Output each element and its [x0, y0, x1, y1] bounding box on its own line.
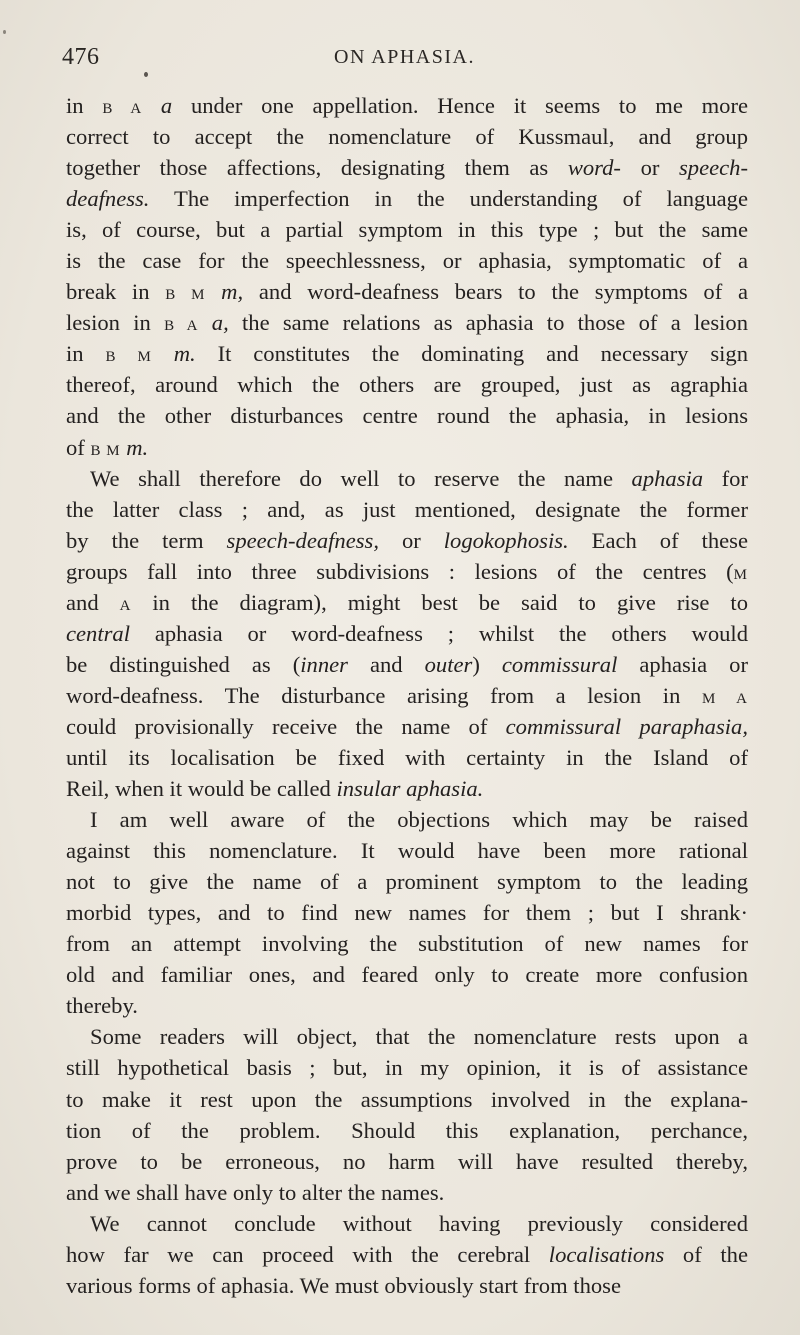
text-run: We cannot conclude without having previously considered [90, 1210, 748, 1236]
text-run: under one appellation. Hence it seems to me more [172, 93, 749, 118]
text-run: It constitutes the dominating and necessary sign [195, 341, 748, 367]
text-line [66, 804, 748, 835]
text-line [66, 1208, 748, 1239]
text-line [66, 649, 748, 680]
ink-speck [3, 30, 6, 34]
text-line [66, 835, 748, 866]
text-line [66, 556, 748, 587]
text-line [66, 525, 748, 556]
text-line [66, 928, 748, 959]
italic-term: commissural paraphasia, [505, 713, 748, 739]
text-run: Some readers will object, that the nomenclature rests upon a [90, 1024, 748, 1050]
text-line [66, 1177, 748, 1208]
text-run: be distinguished as ( [66, 651, 301, 677]
diagram-label: B A [102, 101, 143, 117]
text-run: correct to accept the nomenclature of Kussmaul, and group [66, 124, 748, 150]
text-line [66, 1115, 748, 1146]
text-run: not to give the name of a prominent symptom to the leading [66, 869, 748, 895]
italic-term: speech- [679, 155, 748, 181]
text-line [66, 152, 748, 183]
italic-term: commissural [501, 651, 618, 677]
italic-term: aphasia [631, 465, 704, 491]
text-run: and [347, 651, 425, 677]
diagram-label: A [119, 597, 132, 614]
text-run [152, 341, 174, 366]
text-run: The imperfection in the understanding of language [149, 186, 748, 212]
text-line [66, 121, 748, 152]
italic-term: central [66, 620, 130, 646]
text-run [142, 93, 161, 118]
text-line [66, 245, 748, 276]
text-run: from an attempt involving the substitution of new names for [66, 931, 748, 957]
text-run: tion of the problem. Should this explanation, perchance, [66, 1117, 748, 1143]
text-run: or [620, 155, 679, 181]
text-line [66, 369, 748, 400]
italic-term: word- [567, 155, 621, 181]
italic-term: logokophosis. [443, 527, 569, 553]
text-line [66, 866, 748, 897]
text-run: in [66, 93, 103, 118]
text-run [199, 310, 212, 335]
text-run: the same relations as aphasia to those of a lesion [228, 310, 748, 336]
text-run: old and familiar ones, and feared only to create more confusion [66, 962, 748, 988]
text-run: together those affections, designating them as [66, 155, 568, 181]
italic-term: inner [300, 651, 348, 677]
text-run: thereof, around which the others are grouped, just as agraphia [66, 372, 748, 398]
text-run: still hypothetical basis ; but, in my opinion, it is of assistance [66, 1055, 748, 1081]
text-line [66, 990, 748, 1021]
text-line [66, 338, 748, 369]
text-run: against this nomenclature. It would have been more rational [66, 838, 748, 864]
text-run: how far we can proceed with the cerebral [66, 1241, 549, 1267]
text-line [66, 742, 748, 773]
italic-term: m. [126, 434, 149, 460]
text-run: the latter class ; and, as just mentioned, designate the former [66, 496, 748, 522]
text-line [66, 1021, 748, 1052]
italic-term: speech-deafness, [226, 527, 379, 553]
text-run: to make it rest upon the assumptions involved in the explana- [66, 1086, 748, 1112]
text-run: until its localisation be fixed with certainty in the Island of [66, 744, 748, 770]
text-run: could provisionally receive the name of [66, 713, 506, 739]
text-line [66, 1239, 748, 1270]
text-run: I am well aware of the objections which may be raised [90, 807, 748, 833]
text-run: by the term [66, 527, 227, 553]
italic-term: insular aphasia. [336, 776, 484, 802]
italic-term: localisations [548, 1241, 665, 1267]
text-run: and [66, 589, 120, 615]
text-line [66, 90, 748, 121]
text-run: various forms of aphasia. We must obviously start from those [66, 1272, 621, 1298]
italic-term: a [160, 93, 173, 118]
text-line [66, 494, 748, 525]
text-line [66, 959, 748, 990]
text-run: of [66, 434, 91, 460]
text-line [66, 1146, 748, 1177]
text-line [66, 276, 748, 307]
text-run: Each of these [568, 527, 748, 553]
text-run: aphasia or [617, 651, 748, 677]
text-line [66, 711, 748, 742]
text-run: and word-deafness bears to the symptoms of a [243, 279, 749, 305]
text-run: ) [472, 651, 502, 677]
text-run: We shall therefore do well to reserve the name [90, 465, 632, 491]
text-line [66, 400, 748, 431]
text-run: lesion in [66, 310, 165, 336]
text-run: word-deafness. The disturbance arising from a lesion in [66, 682, 702, 708]
diagram-label: B A [164, 318, 199, 335]
text-line [66, 680, 748, 711]
text-line [66, 773, 748, 804]
text-line [66, 587, 748, 618]
diagram-label: B M [165, 287, 206, 304]
text-line [66, 897, 748, 928]
text-line [66, 1270, 748, 1301]
text-run: for [703, 465, 748, 491]
text-run: aphasia or word-deafness ; whilst the others would [130, 620, 748, 646]
text-line [66, 463, 748, 494]
italic-term: m. [173, 341, 196, 367]
text-run: and we shall have only to alter the names. [66, 1179, 445, 1205]
text-line [66, 183, 748, 214]
italic-term: deafness. [66, 186, 150, 212]
text-run: and the other disturbances centre round the aphasia, in lesions [66, 403, 748, 429]
text-run: morbid types, and to find new names for them ; but I shrank· [66, 900, 748, 926]
page-number: 476 [62, 44, 100, 70]
text-run: prove to be erroneous, no harm will have resulted thereby, [66, 1148, 748, 1174]
text-run: break in [66, 279, 166, 305]
diagram-label: B M [105, 349, 152, 366]
text-line [66, 1052, 748, 1083]
text-run: is the case for the speechlessness, or aphasia, symptomatic of a [66, 248, 748, 274]
body-text [66, 90, 748, 1301]
text-line [66, 214, 748, 245]
text-run: in the diagram), might best be said to give rise to [131, 589, 748, 615]
page-header [62, 44, 762, 74]
text-run: in [66, 341, 106, 367]
text-line [66, 432, 748, 463]
text-line [66, 618, 748, 649]
text-run: groups fall into three subdivisions : lesions of the centres ( [66, 558, 734, 584]
diagram-label: M A [701, 690, 749, 707]
text-line [66, 1084, 748, 1115]
diagram-label: B M [90, 442, 121, 459]
text-line [66, 307, 748, 338]
diagram-label: M [733, 566, 748, 583]
text-run: of the [664, 1241, 748, 1267]
italic-term: outer [424, 651, 473, 677]
text-run: Reil, when it would be called [66, 776, 337, 802]
italic-term: m, [221, 279, 244, 305]
text-run: thereby. [66, 993, 138, 1019]
running-head: ON APHASIA. [334, 46, 475, 68]
text-run [205, 279, 221, 304]
text-run: or [378, 527, 444, 553]
text-run: is, of course, but a partial symptom in this type ; but the same [66, 217, 748, 243]
italic-term: a, [211, 310, 229, 336]
